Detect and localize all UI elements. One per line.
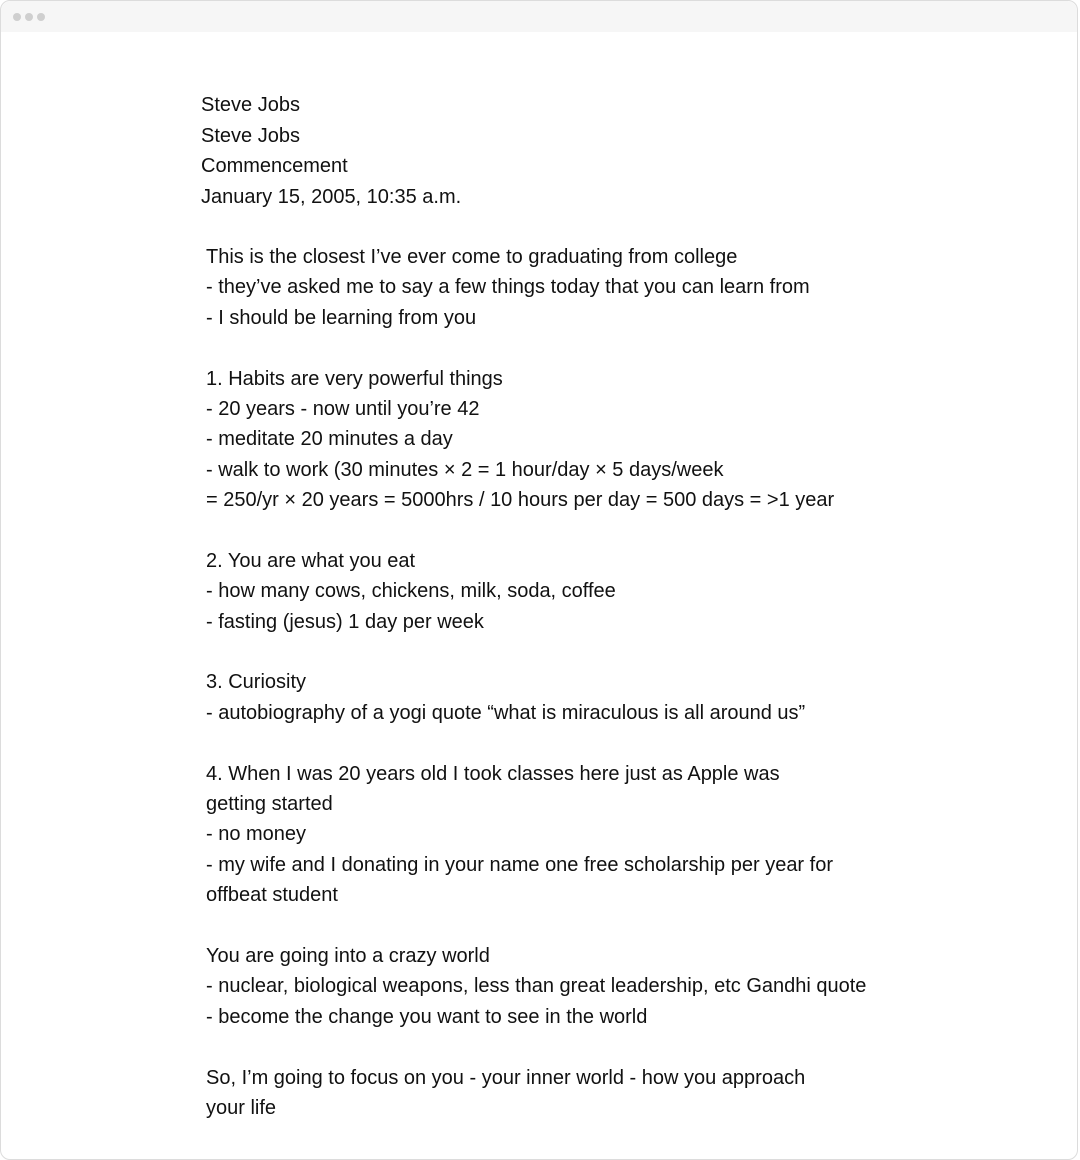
body-line: - I should be learning from you [206,306,477,329]
body-line: - my wife and I donating in your name one free scholarship per year for [206,853,833,876]
header-subject-value: Commencement [201,155,348,177]
email-body [206,242,886,1123]
header-from-value: Steve Jobs [201,94,300,116]
body-line: = 250/yr × 20 years = 5000hrs / 10 hours per day = 500 days = >1 year [206,489,835,512]
body-line: offbeat student [206,884,338,907]
body-line: This is the closest I’ve ever come to graduating from college [206,246,738,268]
body-line: - nuclear, biological weapons, less than great leadership, etc Gandhi quote [206,975,867,998]
body-line: - walk to work (30 minutes × 2 = 1 hour/day × 5 days/week [206,458,724,481]
window-controls[interactable] [13,13,45,21]
body-line: - how many cows, chickens, milk, soda, coffee [206,580,616,603]
header-subject [0,151,700,182]
body-line: 2. You are what you eat [206,549,416,572]
body-line: - become the change you want to see in the world [206,1005,648,1028]
body-line: - no money [206,823,307,846]
header-to [0,121,700,152]
body-line: - meditate 20 minutes a day [206,428,453,451]
body-line [206,516,886,546]
body-line: getting started [206,793,333,816]
header-date-value: January 15, 2005, 10:35 a.m. [201,185,462,208]
body-line: So, I’m going to focus on you - your inner world - how you approach [206,1066,806,1089]
header-from [0,90,700,121]
window-titlebar [1,1,1077,32]
zoom-dot-icon[interactable] [37,13,45,21]
email-headers [0,90,700,212]
header-date [0,182,700,213]
body-line: 1. Habits are very powerful things [206,367,503,390]
body-line [206,728,886,758]
close-dot-icon[interactable] [13,13,21,21]
body-line: You are going into a crazy world [206,944,490,967]
body-line [206,911,886,941]
body-line: - they’ve asked me to say a few things today that you can learn from [206,276,810,299]
body-line: your life [206,1096,277,1119]
minimize-dot-icon[interactable] [25,13,33,21]
body-line: - fasting (jesus) 1 day per week [206,610,484,633]
body-line [206,1032,886,1062]
header-to-value: Steve Jobs [201,124,300,147]
body-line: 3. Curiosity [206,671,307,694]
body-line [206,637,886,667]
body-line: - autobiography of a yogi quote “what is miraculous is all around us” [206,701,806,724]
body-line: 4. When I was 20 years old I took classes here just as Apple was [206,762,780,785]
body-line: - 20 years - now until you’re 42 [206,397,480,420]
body-line [206,333,886,363]
